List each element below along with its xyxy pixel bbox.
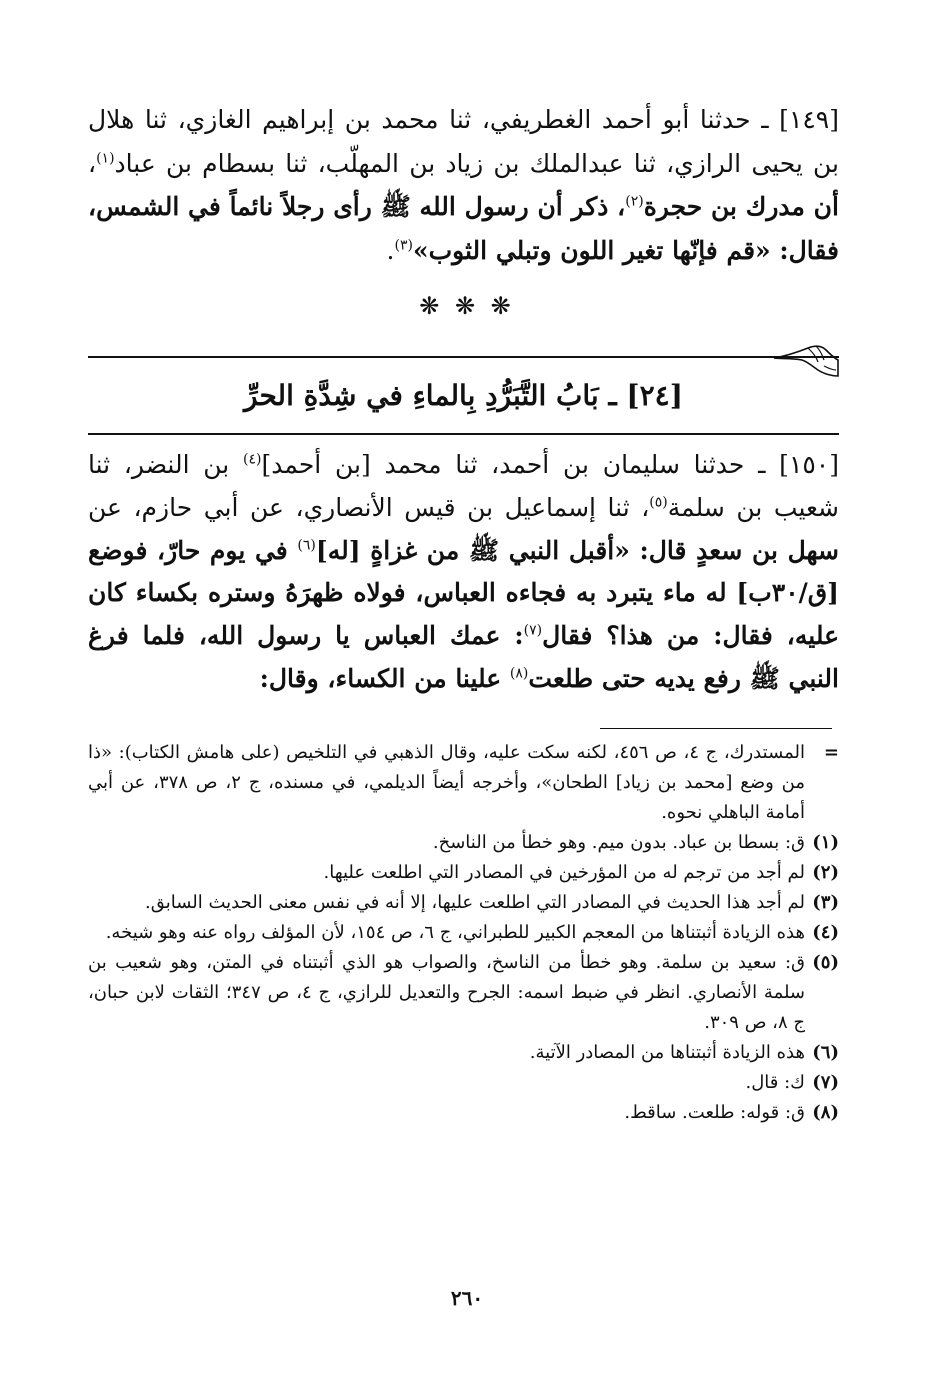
footnote [88,828,839,858]
footnote-text: ق: سعيد بن سلمة. وهو خطأ من الناسخ، والصواب هو الذي أثبتناه في المتن، وهو شعيب بن سلمة الأنصاري. انظر في ضبط اسمه: الجرح والتعديل للرازي، ج ٤، ص ٣٤٧؛ الثقات لابن حبان، ج ٨، ص ٣٠٩. [88,952,806,1033]
footnote [88,1068,839,1098]
footnote-text: ق: بسطا بن عباد. بدون ميم. وهو خطأ من الناسخ. [432,832,805,853]
chapter-heading: [٢٤] ـ بَابُ التَّبَرُّدِ بِالماءِ في شِدَّةِ الحرِّ [244,379,683,412]
footnote-text: ق: قوله: طلعت. ساقط. [624,1102,805,1123]
section-separator: ❋ ❋ ❋ [419,292,515,320]
hadith-number: [١٥٠] [779,450,839,479]
matn-bold-text: أن مدرك بن حجرة [643,192,839,221]
footnote-text: هذه الزيادة أثبتناها من المعجم الكبير للطبراني، ج ٦، ص ١٥٤، لأن المؤلف رواه عنه وهو شيخه. [105,922,805,943]
footnote-ref: (١) [96,150,115,167]
isnad-text: ، ثنا إسماعيل بن قيس الأنصاري، عن أبي حازم، عن [88,492,650,522]
footnote-label: (٨) [812,1102,839,1123]
isnad-text: بن النضر، ثنا شعيب بن سلمة [88,450,840,522]
footnote-label: (٥) [812,952,839,973]
footnote [88,1098,839,1128]
footnote [88,738,839,828]
footnote-label: (٢) [812,862,839,883]
footnote-label: = [823,742,839,763]
footnote [88,888,839,918]
footnote-label: (٧) [812,1072,839,1093]
page-number: ٢٦٠ [450,1286,484,1310]
matn-bold-text: في يوم حارّ، فوضع [ق/٣٠ب] له ماء يتبرد به فجاءه العباس، فولاه ظهرَهُ وستره بكساء كان عليه، فقال: من هذا؟ فقال [88,535,840,651]
footnote-label: (١) [812,832,839,853]
heading-top-rule [88,356,839,358]
footnote [88,948,839,1038]
hadith-150-paragraph [88,444,839,701]
footnote-separator-rule [600,728,832,729]
footnote [88,858,839,888]
footnote-ref: (٨) [509,665,529,682]
hadith-number: [١٤٩] [779,105,839,134]
footnote-text: لم أجد هذا الحديث في المصادر التي اطلعت عليها، إلا أنه في نفس معنى الحديث السابق. [145,892,805,913]
matn-bold-text: : عمك العباس يا رسول الله، فلما فرغ النبي ﷺ رفع يديه حتى طلعت [88,621,839,693]
footnote-ref: (٧) [523,622,543,639]
footnote-text: لم أجد من ترجم له من المؤرخين في المصادر التي اطلعت عليها. [323,862,805,883]
footnotes [88,738,839,1128]
matn-bold-text: علينا من الكساء، وقال: [259,663,510,693]
footnote-ref: (٣) [394,237,413,254]
footnote-label: (٣) [812,892,839,913]
footnote-text: هذه الزيادة أثبتناها من المصادر الآتية. [529,1042,805,1063]
footnote-ref: (٢) [625,193,644,210]
end-punct: . [386,235,395,265]
matn-bold-text: ، ذكر أن رسول الله ﷺ رأى رجلاً نائماً في الشمس، فقال: «قم فإنّها تغير اللون وتبلي الثوب» [88,192,839,265]
footnote-text: المستدرك، ج ٤، ص ٤٥٦، لكنه سكت عليه، وقال الذهبي في التلخيص (على هامش الكتاب): «ذا من وضع [محمد بن زياد] الطحان»، وأخرجه أيضاً الديلمي، في مسنده، ج ٢، ص ٣٧٨، عن أبي أمامة الباهلي نحوه. [88,742,806,823]
matn-bold-text: سهل بن سعدٍ قال: «أقبل النبي ﷺ من غزاةٍ [له] [315,535,839,565]
footnote-ref: (٥) [649,494,668,511]
isnad-text: ـ حدثنا أبو أحمد الغطريفي، ثنا محمد بن إبراهيم الغازي، ثنا هلال بن يحيى الرازي، ثنا عبدالملك بن زياد بن المهلّب، ثنا بسطام بن عباد [88,105,839,178]
hadith-149-paragraph [88,98,839,272]
isnad-text: ـ حدثنا سليمان بن أحمد، ثنا محمد [بن أحمد] [261,450,780,479]
footnote-label: (٤) [812,922,839,943]
connector-text: ، [88,148,97,178]
footnote-ref: (٦) [297,537,316,554]
footnote [88,1038,839,1068]
footnote-label: (٦) [812,1042,839,1063]
footnote-ref: (٤) [243,451,262,468]
heading-bottom-rule [88,433,839,435]
footnote [88,918,839,948]
footnote-text: ك: قال. [745,1072,805,1093]
